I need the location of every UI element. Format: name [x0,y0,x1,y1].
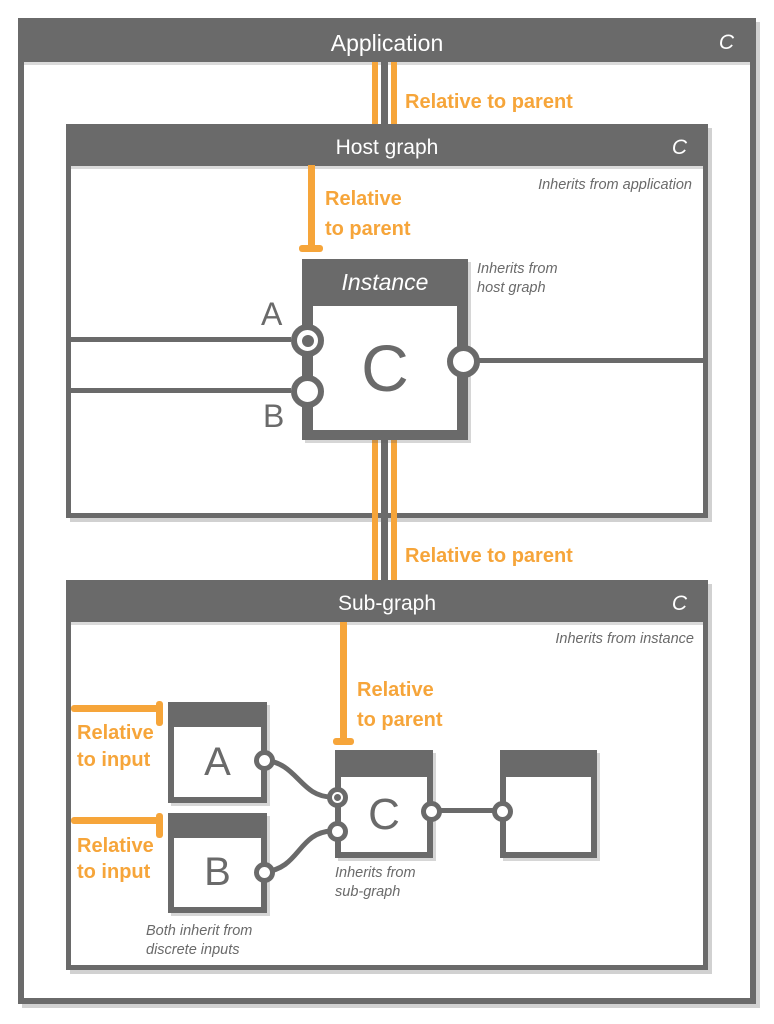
sub-inherits-note: Inherits from instance [555,631,694,647]
application-badge: C [718,31,734,54]
relative-input-label-2-line1: Relative [77,835,154,857]
pin-connected-dot [334,794,341,801]
node-a-letter: A [174,727,261,797]
node-c-inherits-note-line2: sub-graph [335,884,401,900]
node-c-input-pin-top [327,787,348,808]
node-c-input-pin-bottom [327,821,348,842]
wire-input-b [71,388,291,393]
nodes-ab-inherits-note [146,922,252,960]
connector-orange-line [391,440,397,580]
pin-connected-dot [302,335,314,347]
node-c-inherits-note [335,864,416,902]
wire-output [479,358,703,363]
application-title: Application [330,29,444,56]
application-header [24,24,750,62]
instance-letter: C [313,306,457,430]
relative-input-label-1-line2: to input [77,749,151,771]
instance-output-pin [447,345,480,378]
host-graph-title: Host graph [335,135,439,159]
instance-inherits-note [477,260,558,298]
node-c-letter: C [341,777,427,852]
connector-gray-line [381,62,388,124]
node-output [500,750,597,858]
nodes-ab-inherits-note-line1: Both inherit from [146,923,253,939]
relative-input-arrow-2-tip [156,813,163,838]
connector-orange-line [391,62,397,124]
relative-input-arrow-2-line [71,817,159,824]
instance-inherits-note-line1: Inherits from [477,261,558,277]
relative-parent-arrow-line-sub [340,622,347,739]
relative-input-label-2-line2: to input [77,861,151,883]
instance-node [302,259,468,440]
connector-instance-subgraph [372,440,397,580]
relative-parent-sub-label-line2: to parent [357,709,443,731]
node-c-inherits-note-line1: Inherits from [335,865,416,881]
node-c-output-pin [421,801,442,822]
relative-to-parent-label-middle: Relative to parent [405,545,573,567]
host-inherits-note: Inherits from application [538,177,692,193]
sub-graph-header [71,585,703,622]
relative-input-arrow-1-line [71,705,159,712]
host-graph-header [71,129,703,166]
host-graph-badge: C [671,135,687,159]
connector-application-hostgraph [372,62,397,124]
relative-parent-label-line1: Relative [325,188,402,210]
instance-input-pin-b [291,375,324,408]
connector-orange-line [372,440,378,580]
node-b-letter: B [174,838,261,907]
node-a [168,702,267,803]
instance-title: Instance [341,269,429,295]
connector-orange-line [372,62,378,124]
relative-to-parent-label-top: Relative to parent [405,91,573,113]
instance-header [302,259,468,306]
relative-parent-label-line2: to parent [325,218,411,240]
node-b [168,813,267,913]
instance-inherits-note-line2: host graph [477,280,546,296]
node-output-input-pin [492,801,513,822]
relative-parent-arrow-tip [299,245,323,252]
wire-input-a [71,337,291,342]
connector-gray-line [381,440,388,580]
node-output-body [506,777,591,852]
node-b-output-pin [254,862,275,883]
relative-input-arrow-1-tip [156,701,163,726]
nodes-ab-inherits-note-line2: discrete inputs [146,942,240,958]
sub-graph-badge: C [671,591,687,615]
relative-parent-sub-label-line1: Relative [357,679,434,701]
instance-input-pin-a [291,324,324,357]
relative-parent-arrow-line [308,165,315,246]
sub-graph-title: Sub-graph [337,591,437,615]
node-c [335,750,433,858]
wire-c-to-output-node [440,808,493,813]
instance-pin-a-label: A [261,296,283,332]
node-a-output-pin [254,750,275,771]
relative-parent-arrow-tip-sub [333,738,354,745]
relative-input-label-1-line1: Relative [77,722,154,744]
instance-pin-b-label: B [263,398,285,434]
